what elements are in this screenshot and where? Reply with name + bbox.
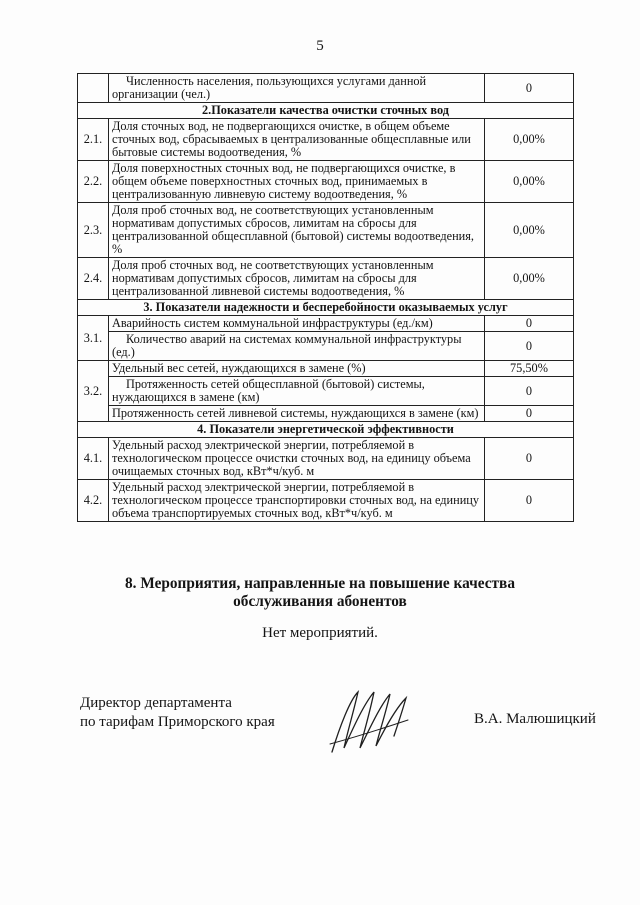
handwritten-signature [328,686,412,758]
table-row [78,203,574,258]
indicator-value: 0 [485,480,574,522]
indicator-value: 0 [485,74,574,103]
indicator-value: 0 [485,438,574,480]
table-row [78,316,574,332]
indicator-value: 0 [485,377,574,406]
indicator-number: 3.1. [78,316,109,361]
indicator-number: 2.2. [78,161,109,203]
signatory-title-line1: Директор департамента [80,695,232,711]
table-row [78,332,574,361]
signatory-title-line2: по тарифам Приморского края [80,714,275,730]
section-8-heading [0,575,640,611]
no-measures-text: Нет мероприятий. [262,625,378,641]
signatory-title [80,694,275,732]
indicator-number: 4.2. [78,480,109,522]
indicators-table [77,73,574,522]
indicator-number: 2.1. [78,119,109,161]
indicator-value: 0 [485,332,574,361]
section-header: 2.Показатели качества очистки сточных вод [78,103,574,119]
table-row [78,480,574,522]
table-row [78,161,574,203]
page-number: 5 [316,38,324,54]
indicator-number: 2.3. [78,203,109,258]
indicator-name: Численность населения, пользующихся услугами данной организации (чел.) [109,74,485,103]
section-header-row [78,103,574,119]
indicator-name: Удельный вес сетей, нуждающихся в замене (%) [109,361,485,377]
indicator-name: Удельный расход электрической энергии, потребляемой в технологическом процессе очистки сточных вод, на единицу объема очищаемых сточных вод, кВт*ч/куб. м [109,438,485,480]
indicator-value: 75,50% [485,361,574,377]
indicator-name: Доля поверхностных сточных вод, не подвергающихся очистке, в общем объеме поверхностных сточных вод, принимаемых в централизованную ливневую систему водоотведения, % [109,161,485,203]
table-row [78,406,574,422]
table-row [78,438,574,480]
indicator-name: Доля сточных вод, не подвергающихся очистке, в общем объеме сточных вод, сбрасываемых в централизованные общесплавные или бытовые системы водоотведения, % [109,119,485,161]
indicator-number [78,74,109,103]
indicator-value: 0,00% [485,203,574,258]
section-header: 4. Показатели энергетической эффективности [78,422,574,438]
table-row [78,119,574,161]
section-8-title-line1: 8. Мероприятия, направленные на повышение качества [125,575,515,592]
section-header: 3. Показатели надежности и бесперебойности оказываемых услуг [78,300,574,316]
table-row [78,361,574,377]
table-row [78,74,574,103]
indicator-number: 3.2. [78,361,109,422]
indicator-value: 0,00% [485,258,574,300]
indicator-name: Количество аварий на системах коммунальной инфраструктуры (ед.) [109,332,485,361]
table-row [78,377,574,406]
indicator-value: 0 [485,316,574,332]
indicator-name: Доля проб сточных вод, не соответствующих установленным нормативам допустимых сбросов, лимитам на сбросы для централизованной ливневой системы водоотведения, % [109,258,485,300]
section-header-row [78,422,574,438]
indicator-name: Доля проб сточных вод, не соответствующих установленным нормативам допустимых сбросов, лимитам на сбросы для централизованной общесплавной (бытовой) системы водоотведения, % [109,203,485,258]
indicator-name: Аварийность систем коммунальной инфраструктуры (ед./км) [109,316,485,332]
indicator-number: 4.1. [78,438,109,480]
table-row [78,258,574,300]
indicator-value: 0,00% [485,119,574,161]
indicator-number: 2.4. [78,258,109,300]
indicator-value: 0 [485,406,574,422]
indicator-value: 0,00% [485,161,574,203]
indicator-name: Удельный расход электрической энергии, потребляемой в технологическом процессе транспортировки сточных вод, на единицу объема транспортируемых сточных вод, кВт*ч/куб. м [109,480,485,522]
section-8-title-line2: обслуживания абонентов [233,593,407,610]
signatory-name: В.А. Малюшицкий [474,711,596,727]
indicator-name: Протяженность сетей ливневой системы, нуждающихся в замене (км) [109,406,485,422]
indicator-name: Протяженность сетей общесплавной (бытовой) системы, нуждающихся в замене (км) [109,377,485,406]
section-header-row [78,300,574,316]
